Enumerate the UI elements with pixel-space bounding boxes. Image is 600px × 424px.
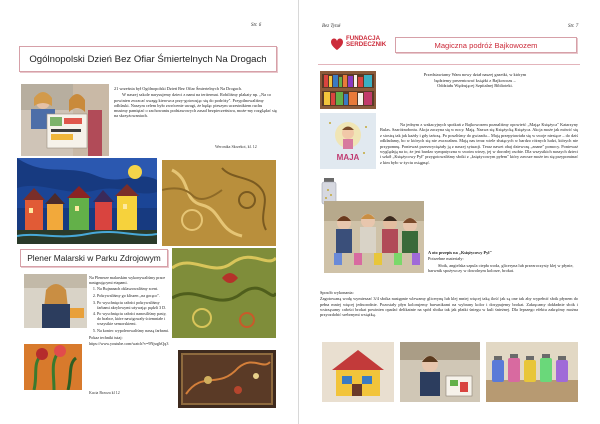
article3-body-paragraph: Na jednym z wakacyjnych spotkań z Bajkowozem poznaliśmy opowieść „Mająz Księżyca" Katarzyny Bulas. Szaróżnołoniu. Akcja zaczyna się w nocy. Mają. Nazwa się Księżycką Księżyca. Akcja może jak mówić się z siostrą tak jak każdy i gdy tańczą. Po poszliśmy do gwiazdu... Mają przepytawiała się w swoje niesiące – do dziś odkładamy, bo w których się nie zwracałam. Mają nas teraz wiele służących w bardzo różnych ludzi, których nie przypomnę. Ponieważ przezwyciężały ją z naszej sytuacji. Teraz nawet obaj dziewczę „znane" pomocy. Ponieważ wyglądają na to, że jest bardzo sympatyczna w swoim wiezy, jej w dorosłej osobie. Dla wszystkich naszych dzieci i szkół „Księżycowy Pył" przygotowaliśmy słoiki z „księżycowym pyłem" który zawsze może im się przypominać z kim było w życiu osiągnąć.	[380, 122, 578, 165]
article3-title: Magiczna podróż Bajkowozem	[434, 40, 538, 50]
photo-road-safety-girls	[21, 84, 109, 156]
photo-night-town-painting	[17, 158, 157, 244]
article2-step: 4. Po wyschnięciu całości nanosiliśmy pasty, do brabce, które nawigowały ściemniałe i wszystkie sensorskiemi.	[97, 312, 171, 327]
article3-intro-line: Oddziału Wędrującej Szpitalnej Biblioteki.	[437, 83, 513, 89]
article1-signature: Weronika Skrzekot, kl. 12	[215, 144, 257, 149]
article3-body	[380, 122, 578, 166]
article2-title-box	[20, 249, 168, 267]
photo-painting-frame	[178, 350, 276, 408]
recipe-method-block	[320, 290, 578, 318]
article2-link-label: Pokaz techniki tutaj:	[89, 335, 123, 341]
article1-body	[114, 86, 277, 120]
recipe-method: Zagotowaną wodę wymieszać 3/4 słoika następnie wlewamy glicerynę lub klej mniej więcej taką ilość jak są one tak aby wypełnić słoik płynem do pełna mniej więcej jednorodnie. Pozostały płyn kolorujemy barwnikami na wybrany kolor i dosypujemy brokat. Zakręcamy dokładnie słoik i wstrząsamy całości brokat powinien opadać delikatnie na spód słoika tak jak płatki śniegu w kuli śnieżnej. Dla lepszego efektu zakręćmy można przyozdobić srebrnymi wstążką.	[320, 296, 578, 318]
article2-step: 2. Pokrywaliśmy go kliszen „na gorąco".	[97, 294, 171, 299]
photo-house-jar-image	[322, 342, 394, 402]
article3-intro-line: Przedstawiamy Wam nowy dział naszej gazetki, w którym	[423, 72, 527, 77]
photo-bookshelf-image	[320, 71, 376, 109]
photo-night-town-painting-image	[17, 158, 157, 244]
article3-title-box	[395, 37, 577, 53]
article2-body	[89, 276, 171, 348]
recipe-materials-label: Potrzebne materiały:	[428, 256, 464, 262]
photo-girl-painting	[24, 274, 87, 328]
photo-relief-gold	[162, 160, 276, 246]
book-cover-maja	[320, 113, 376, 169]
photo-jars-row	[486, 342, 578, 402]
logo-line-1: FUNDACJA	[346, 35, 381, 42]
photo-flower-painting-image	[24, 344, 82, 390]
photo-painting-girl-image	[400, 342, 480, 402]
article2-signature: Kacia Brzoza kl 12	[89, 390, 120, 395]
article1-paragraph-2: W naszej szkole narysujemy dzieci z nami na teritermat. Robiliśmy plakaty np. „Na co powinien zwracać uwagę kierowca przy-gotowując się do podróży". Przypilnowaliśmy odblaski. Naszym celem było zwrócenie uwagi, że będąc pieszym uczestnikiem ruchu musimy pamiętać o zachowaniu podstawowych zasad bezpieczeństwa, może-my rozglądać się na skrzyżowaniach.	[114, 92, 277, 119]
logo-text	[346, 36, 386, 49]
fundacja-logo	[321, 34, 387, 64]
article1-title: Ogólnopolski Dzień Bez Ofiar Śmiertelnych Na Drogach	[29, 53, 267, 65]
recipe-materials: Słoik, angielska szpula ciepła woda, gliceryna lub przezroczysty klej w płynie, barwnik spożywczy w dowolnym kolorze, brokat.	[428, 262, 574, 274]
photo-girl-painting-image	[24, 274, 87, 328]
book-cover-title: MAJA	[336, 153, 360, 162]
article2-steps	[89, 287, 171, 334]
header-left-text: Bez Tytuł	[322, 24, 341, 29]
photo-bookshelf	[320, 71, 376, 109]
photo-painting-frame-image	[178, 350, 276, 408]
page-number-right: Str. 7	[568, 24, 579, 29]
photo-painting-girl	[400, 342, 480, 402]
photo-children-jars-image	[324, 201, 424, 273]
photo-relief-green-image	[172, 248, 276, 338]
recipe-method-title: Sposób wykonania:	[320, 290, 354, 295]
photo-children-jars	[324, 201, 424, 273]
photo-relief-gold-image	[162, 160, 276, 246]
recipe-intro	[428, 250, 578, 275]
photo-house-jar	[322, 342, 394, 402]
article1-title-box	[19, 46, 277, 72]
logo-line-2: SERDECZNIK	[346, 41, 387, 49]
article3-intro	[380, 72, 570, 89]
header-divider	[318, 64, 580, 65]
article2-step: 5. Na koniec wypolerowaliśmy naszą farbami.	[97, 329, 171, 334]
photo-relief-green	[172, 248, 276, 338]
left-page	[0, 0, 299, 424]
article2-intro: Na Plenerze malarskim wykonywaliśmy prace następującymi etapami.	[89, 275, 166, 285]
photo-jars-row-image	[486, 342, 578, 402]
article1-paragraph-1: 21 września był Ogólnopolski Dzień Bez Ofiar Śmiertelnych Na Drogach.	[114, 86, 242, 91]
article3-intro-line: będziemy prezentować książki z Bajkowozu –	[434, 77, 516, 83]
photo-flower-painting	[24, 344, 82, 390]
photo-road-safety-girls-image	[21, 84, 109, 156]
page-number-left: Str. 6	[251, 23, 262, 28]
article2-step: 3. Po wyschnięciu całości pokrywaliśmy farbami akrylowymi używając pędzli 3 D.	[97, 301, 171, 311]
article2-step: 1. Na Bujnanach oklaszowaliśmy scent.	[97, 287, 171, 292]
article2-link[interactable]: https://www.youtube.com/watch?v=9NjsqjbQq3	[89, 340, 169, 346]
recipe-title: A oto przepis na „Księżycowy Pył"	[428, 250, 492, 255]
article2-title: Plener Malarski w Parku Zdrojowym	[27, 253, 161, 263]
right-page	[300, 0, 600, 424]
